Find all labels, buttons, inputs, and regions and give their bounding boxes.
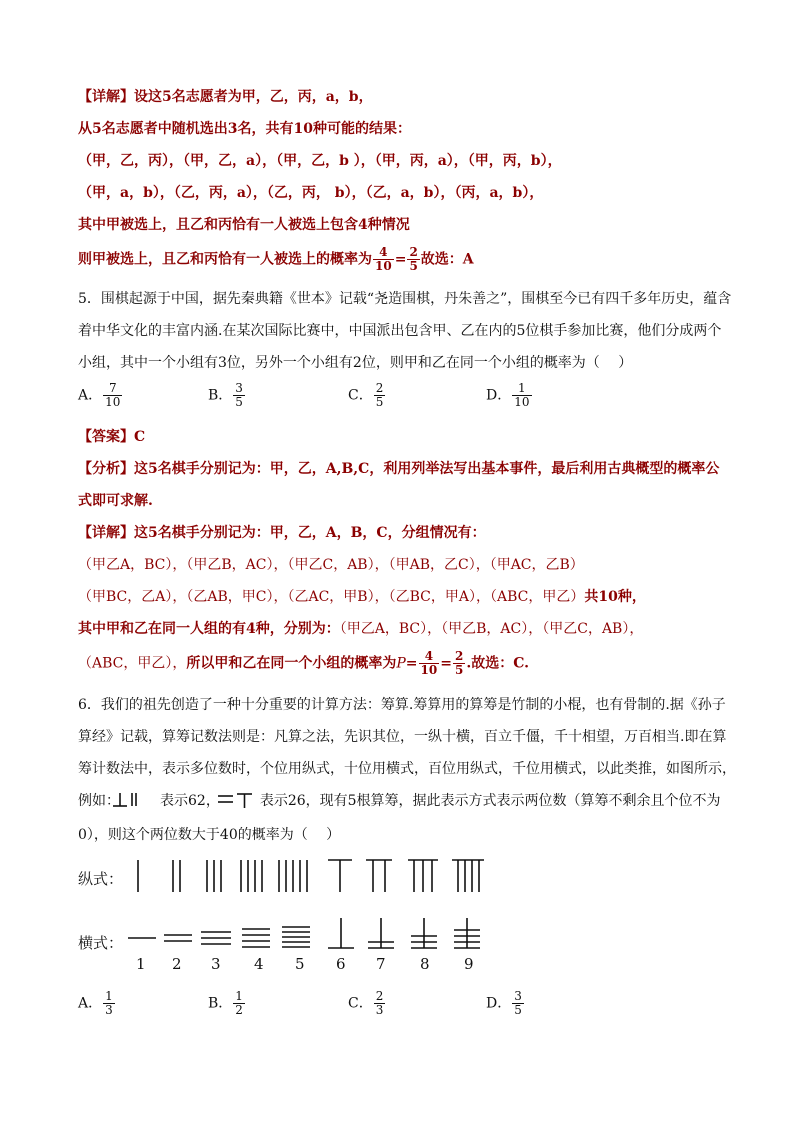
- answer-label: 【答案】: [78, 429, 134, 445]
- example-text: 表示62，: [160, 793, 220, 809]
- numerator: 3: [235, 381, 243, 395]
- option-label: D．: [486, 387, 512, 404]
- detail-text: 这5名棋手分别记为：甲，乙，A，B，C，分组情况有：: [134, 525, 486, 541]
- denominator: 5: [235, 395, 243, 409]
- q5-analysis-2: 式即可求解.: [78, 493, 153, 509]
- q6-line-5: 0），则这个两位数大于40的概率为（ ）: [78, 827, 341, 843]
- denominator: 5: [454, 663, 464, 677]
- fraction: [103, 990, 115, 1017]
- q6-option-c: [348, 990, 386, 1017]
- numerator: 1: [518, 381, 526, 395]
- horizontal-rods: [128, 918, 480, 948]
- detail-text: 其中甲和乙在同一人组的有4种，分别为：: [78, 621, 340, 637]
- detail-label: 【详解】: [78, 525, 134, 541]
- denominator: 5: [514, 1003, 522, 1017]
- digit-label: 3: [211, 955, 221, 973]
- option-label: C．: [348, 995, 373, 1012]
- digit-label: 4: [254, 955, 264, 973]
- numerator: 1: [235, 989, 243, 1003]
- digit-label: 7: [376, 955, 386, 973]
- answer-choice: .故选：C.: [466, 655, 529, 672]
- rod-example-26: [218, 794, 252, 808]
- digit-label: 2: [172, 955, 182, 973]
- rod-example-62: [113, 793, 136, 806]
- detail-text: 设这5名志愿者为甲，乙，丙，a，b，: [134, 89, 373, 105]
- option-label: B．: [208, 387, 233, 404]
- denominator: 2: [235, 1003, 243, 1017]
- fraction: [233, 990, 245, 1017]
- numerator: 4: [379, 245, 388, 259]
- detail-line-4: （甲，a，b），（乙，丙，a），（乙，丙， b），（乙，a，b），（丙，a，b），: [78, 185, 544, 201]
- q5-line-1: 5．围棋起源于中国，据先秦典籍《世本》记载“尧造围棋，丹朱善之”，围棋至今已有四千多年历史，蕴含: [78, 291, 732, 307]
- fraction: [374, 990, 386, 1017]
- detail-line-3: （甲，乙，丙），（甲，乙，a），（甲，乙，b ），（甲，丙，a），（甲，丙，b），: [78, 153, 562, 169]
- denominator: 3: [375, 1003, 384, 1017]
- denominator: 10: [375, 259, 392, 273]
- denominator: 10: [105, 395, 121, 409]
- detail-groups: （甲BC，乙A），（乙AB，甲C），（乙AC，甲B），（乙BC，甲A），（ABC，甲乙）: [78, 589, 585, 605]
- denominator: 10: [514, 395, 530, 409]
- detail-groups: （甲乙A，BC），（甲乙B，AC），（甲乙C，AB），: [339, 621, 644, 637]
- probability-symbol: P: [396, 655, 406, 672]
- q5-detail-2: （甲乙A，BC），（甲乙B，AC），（甲乙C，AB），（甲AB，乙C），（甲AC，乙B）: [78, 557, 584, 573]
- numerator: 2: [409, 245, 418, 259]
- numerator: 2: [454, 649, 464, 663]
- digit-label: 8: [420, 955, 430, 973]
- answer-choice: 故选：A: [420, 251, 474, 268]
- detail-text: 所以甲和乙在同一个小组的概率为: [186, 655, 397, 672]
- equals-sign: =: [394, 251, 407, 268]
- answer-value: C: [134, 429, 146, 445]
- q6-option-d: [486, 990, 525, 1017]
- vertical-form-label: 纵式：: [78, 870, 124, 888]
- denominator: 10: [420, 663, 438, 677]
- probability-text: 则甲被选上，且乙和丙恰有一人被选上的概率为: [78, 251, 372, 268]
- denominator: 5: [375, 395, 384, 409]
- denominator: 5: [409, 259, 418, 273]
- option-label: B．: [208, 995, 233, 1012]
- vertical-rods: [138, 860, 484, 892]
- q5-line-3: 小组，其中一个小组有3位，另外一个小组有2位，则甲和乙在同一个小组的概率为（ ）: [78, 355, 633, 371]
- example-text: 表示26，现有5根算筹，据此表示方式表示两位数（算筹不剩余且个位不为: [259, 793, 721, 809]
- numerator: 4: [424, 649, 434, 663]
- fraction: [512, 990, 524, 1017]
- analysis-label: 【分析】: [78, 461, 134, 477]
- digit-label: 5: [295, 955, 305, 973]
- q6-option-b: [208, 990, 246, 1017]
- example-label: 例如：: [78, 793, 120, 809]
- numerator: 3: [514, 989, 522, 1003]
- detail-count: 共10种，: [584, 589, 646, 605]
- detail-groups: （ABC，甲乙），: [78, 655, 187, 672]
- detail-label: 【详解】: [78, 89, 134, 105]
- numerator: 7: [108, 381, 117, 395]
- option-label: A．: [78, 387, 103, 404]
- q6-option-a: [78, 990, 116, 1017]
- q6-line-3: 筹计数法中，表示多位数时，个位用纵式，十位用横式，百位用纵式，千位用横式，以此类推，如图所示，: [78, 761, 736, 777]
- horizontal-form-label: 横式：: [78, 934, 124, 952]
- digit-label: 1: [136, 955, 146, 973]
- detail-line-2: 从5名志愿者中随机选出3名，共有10种可能的结果：: [78, 121, 411, 137]
- equals-sign: =: [440, 655, 452, 672]
- q6-line-2: 算经》记载，算筹记数法则是：凡算之法，先识其位，一纵十横，百立千僵，千十相望，万百相当.即在算: [78, 729, 727, 745]
- q5-line-2: 着中华文化的丰富内涵.在某次国际比赛中，中国派出包含甲、乙在内的5位棋手参加比赛，他们分成两个: [78, 323, 722, 339]
- q6-line-1: 6．我们的祖先创造了一种十分重要的计算方法：筹算.筹算用的算筹是竹制的小棍，也有骨制的.据《孙子: [78, 697, 726, 713]
- denominator: 3: [105, 1003, 113, 1017]
- digit-label: 9: [464, 955, 474, 973]
- digit-label: 6: [336, 955, 346, 973]
- numerator: 2: [375, 381, 384, 395]
- detail-line-5: 其中甲被选上，且乙和丙恰有一人被选上包含4种情况: [78, 217, 410, 233]
- numerator: 2: [375, 989, 384, 1003]
- equals-sign: =: [405, 655, 418, 672]
- option-label: A．: [78, 995, 103, 1012]
- option-label: D．: [486, 995, 512, 1012]
- numerator: 1: [105, 989, 113, 1003]
- analysis-text: 这5名棋手分别记为：甲，乙，A,B,C，利用列举法写出基本事件，最后利用古典概型的概率公: [134, 461, 720, 477]
- option-label: C．: [348, 387, 373, 404]
